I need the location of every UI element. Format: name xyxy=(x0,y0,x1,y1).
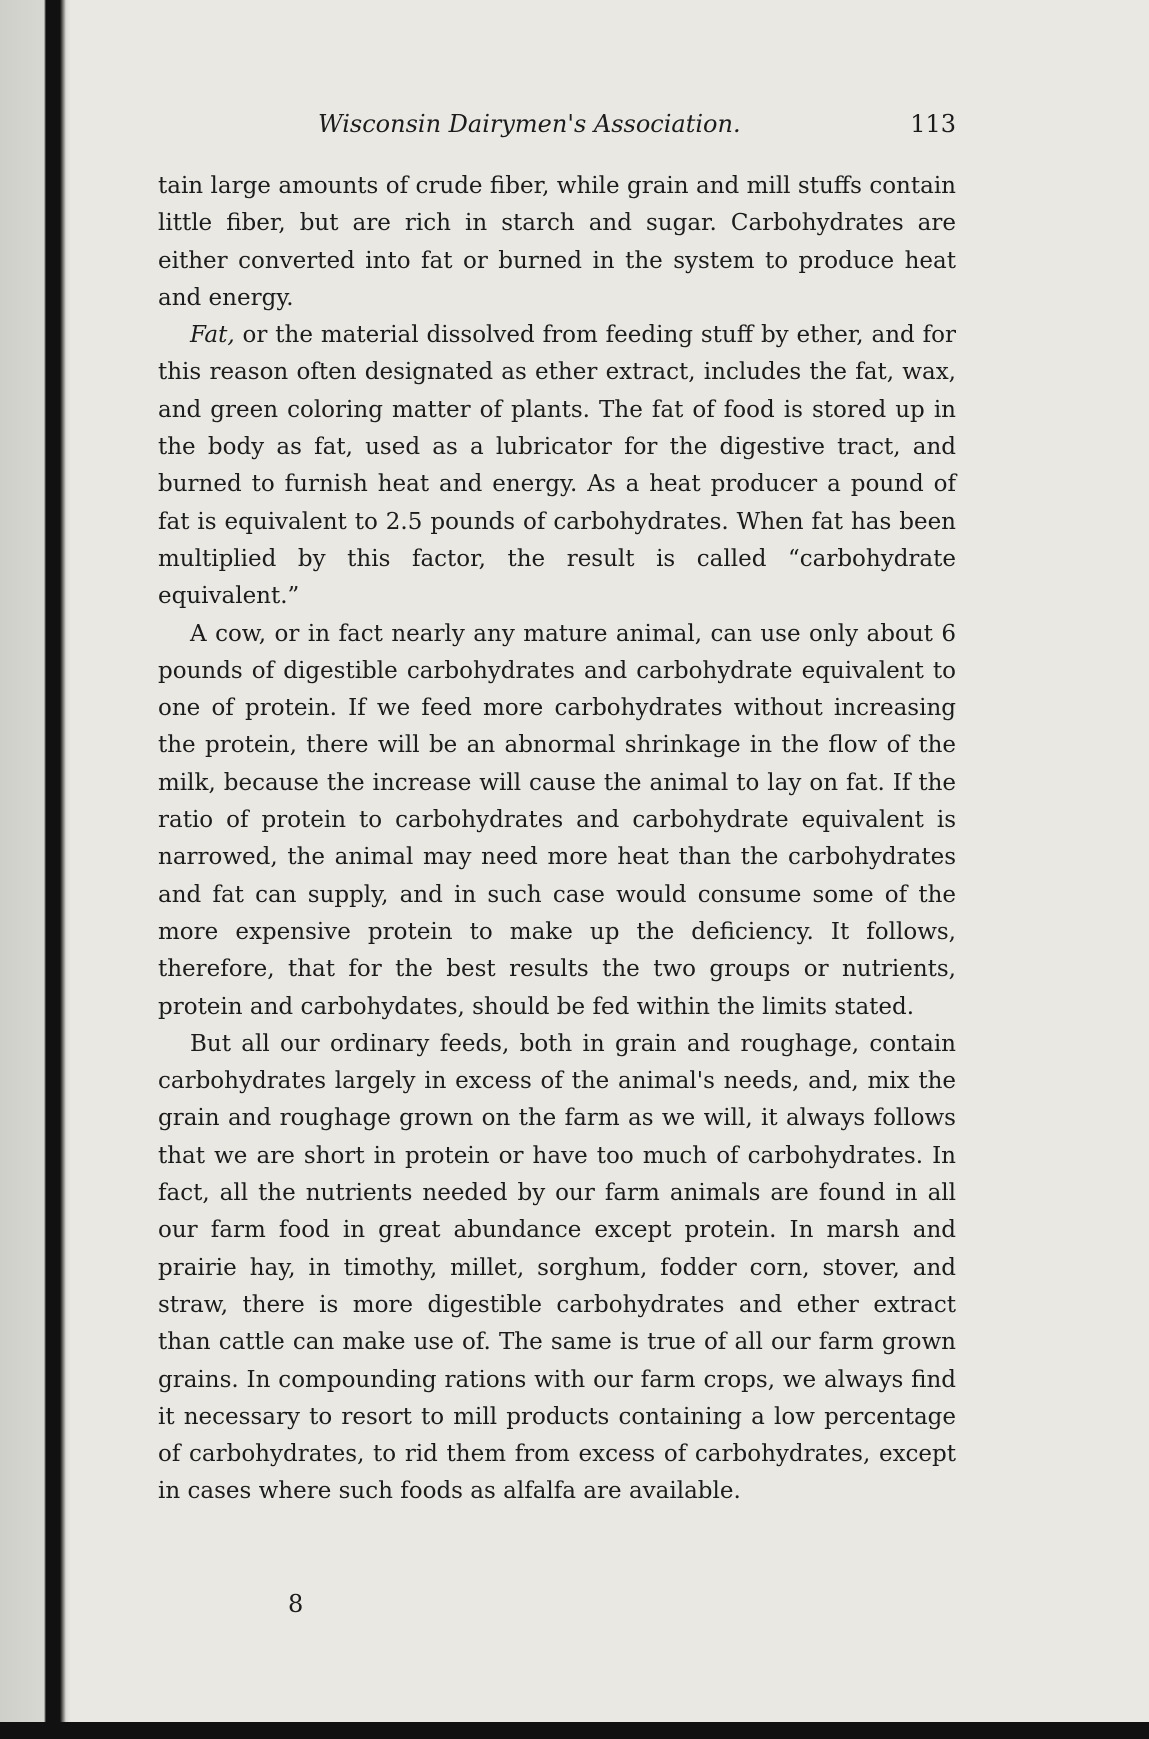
running-title: Wisconsin Dairymen's Association. xyxy=(318,110,741,138)
scanned-bottom-edge xyxy=(0,1722,1149,1739)
paragraph-text: or the material dissolved from feeding stuff by ether, and for this reason often designated as ether extract, includes the fat, wax, and green coloring matter of plants. The fat of food is stored up in the body as fat, used as a lubricator for the digestive tract, and burned to furnish heat and energy. As a heat producer a pound of fat is equivalent to 2.5 pounds of carbohydrates. When fat has been multiplied by this factor, the result is called “carbohydrate equivalent.” xyxy=(158,322,956,610)
paragraph-continuation xyxy=(158,168,956,317)
paragraph-ordinary-feeds xyxy=(158,1026,956,1511)
page-number: 113 xyxy=(910,110,956,138)
running-head xyxy=(158,102,956,142)
paragraph-fat xyxy=(158,317,956,615)
book-page xyxy=(158,102,956,1618)
scanned-binding-edge xyxy=(0,0,70,1739)
paragraph-text: tain large amounts of crude fiber, while grain and mill stuffs contain little fiber, but are rich in starch and sugar. Carbohydrates are either converted into fat or burned in the system to produce heat and energy. xyxy=(158,173,956,311)
paragraph-cow-ratio xyxy=(158,616,956,1026)
paragraph-text: A cow, or in fact nearly any mature animal, can use only about 6 pounds of digestible carbohydrates and carbohydrate equivalent to one of protein. If we feed more carbohydrates without increasing the protein, there will be an abnormal shrinkage in the flow of the milk, because the increase will cause the animal to lay on fat. If the ratio of protein to carbohydrates and carbohydrate equivalent is narrowed, the animal may need more heat than the carbohydrates and fat can supply, and in such case would consume some of the more expensive protein to make up the deficiency. It follows, therefore, that for the best results the two groups or nutrients, protein and carbohydates, should be fed within the limits stated. xyxy=(158,620,956,1020)
signature-mark: 8 xyxy=(288,1590,304,1618)
paragraph-lead-term: Fat, xyxy=(190,322,235,349)
body-text xyxy=(158,168,956,1511)
paragraph-text: But all our ordinary feeds, both in grain and roughage, contain carbohydrates largely in excess of the animal's needs, and, mix the grain and roughage grown on the farm as we will, it always follows that we are short in protein or have too much of carbohydrates. In fact, all the nutrients needed by our farm animals are found in all our farm food in great abundance except protein. In marsh and prairie hay, in timothy, millet, sorghum, fodder corn, stover, and straw, there is more digestible carbohydrates and ether extract than cattle can make use of. The same is true of all our farm grown grains. In compounding rations with our farm crops, we always find it necessary to resort to mill products containing a low percentage of carbohydrates, to rid them from excess of carbohydrates, except in cases where such foods as alfalfa are available. xyxy=(158,1030,956,1505)
